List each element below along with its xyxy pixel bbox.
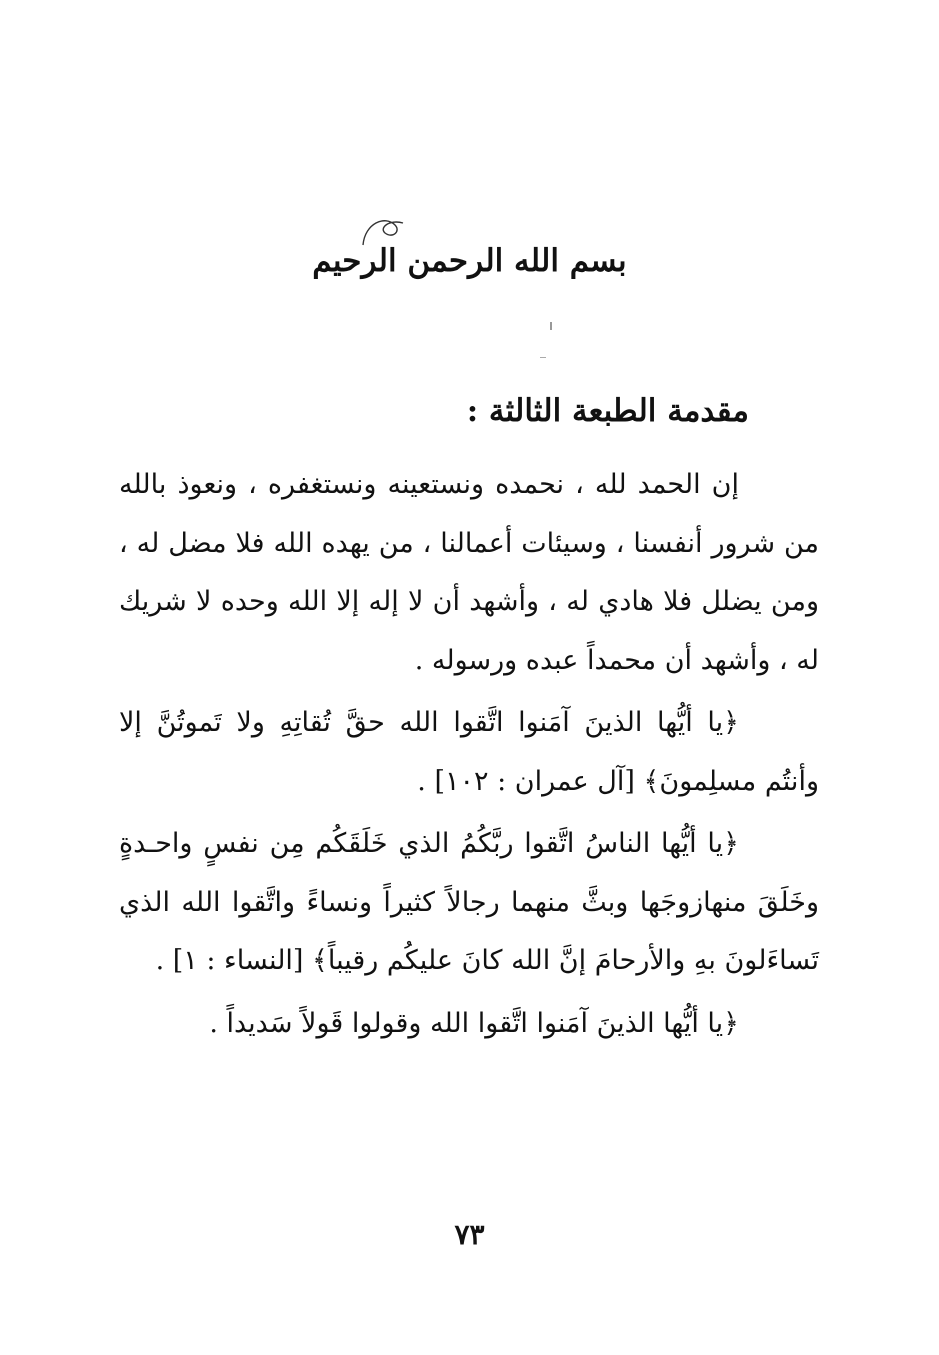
stray-mark (550, 322, 552, 330)
paragraph-verse-al-imran: ﴿يا أيُّها الذينَ آمَنوا اتَّقوا الله حقَّ تُقاتِهِ ولا تَموتُنَّ إلا وأنتُم مسلِمونَ﴾ [آل عمران : ١٠٢] . (119, 707, 819, 797)
stray-mark (540, 357, 546, 358)
paragraph-praise: إن الحمد لله ، نحمده ونستعينه ونستغفره ، ونعوذ بالله من شرور أنفسنا ، وسيئات أعمالنا ، من يهده الله فلا مضل له ، ومن يضلل فلا هادي له ، وأشهد أن لا إله إلا الله وحده لا شريك له ، وأشهد أن محمداً عبده ورسوله . (119, 469, 819, 676)
paragraph-verse-nisa: ﴿يا أيُّها الناسُ اتَّقوا ربَّكُمُ الذي خَلَقَكُم مِن نفسٍ واحـدةٍ وخَلَقَ منهازوجَها وبثَّ منهما رجالاً كثيراً ونساءً واتَّقوا الله الذي تَساءَلونَ بهِ والأرحامَ إنَّ الله كانَ عليكُم رقيباً﴾ [النساء : ١] . (119, 828, 819, 976)
body-text (119, 456, 819, 1057)
page-number: ٧٣ (454, 1218, 485, 1251)
section-title: مقدمة الطبعة الثالثة : (466, 393, 749, 429)
paragraph-verse-ahzab: ﴿يا أيُّها الذينَ آمَنوا اتَّقوا الله وقولوا قَولاً سَديداً . (209, 1007, 739, 1039)
basmala-heading: بسم الله الرحمن الرحيم (312, 243, 627, 279)
